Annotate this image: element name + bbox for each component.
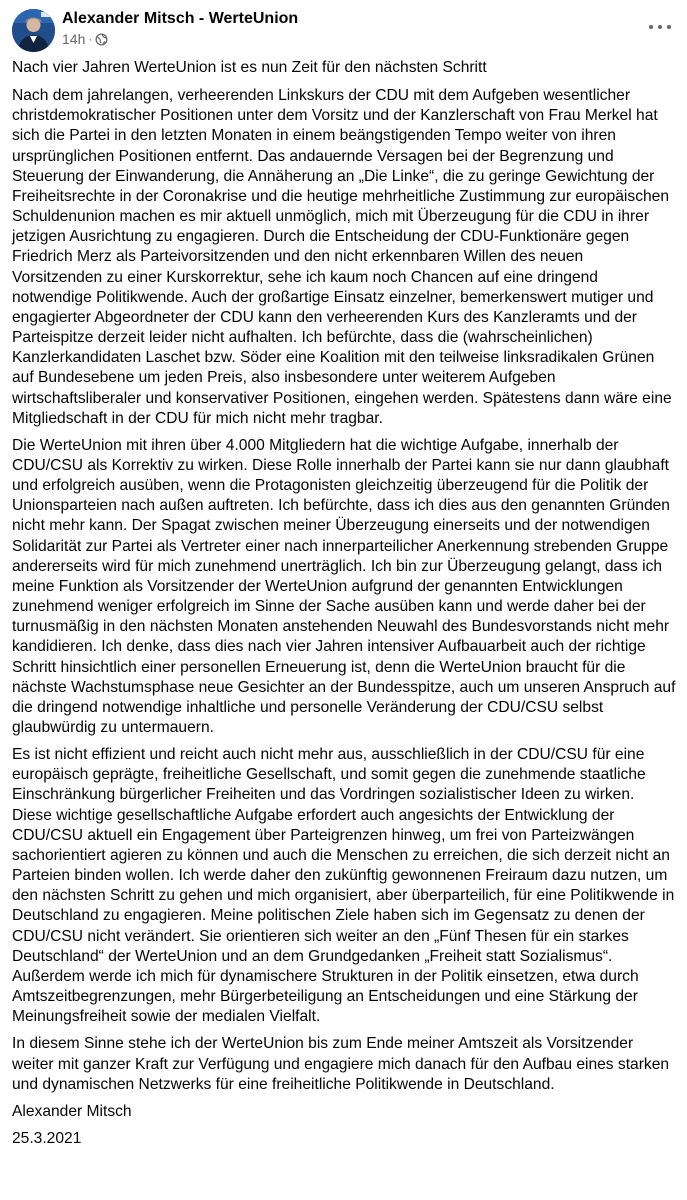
post-paragraph: In diesem Sinne stehe ich der WerteUnion bis zum Ende meiner Amtszeit als Vorsitzender weiter mit ganzer Kraft zur Verfügung und engagiere mich danach für den Aufbau eines starken und dynamischen Netzwerks für eine freiheitliche Politikwende in Deutschland.: [12, 1035, 670, 1093]
post-timestamp[interactable]: 14h: [62, 31, 86, 47]
avatar[interactable]: [12, 9, 55, 52]
meta-separator: ·: [88, 32, 93, 46]
signature-name: Alexander Mitsch: [12, 1102, 132, 1120]
post-meta: [62, 31, 108, 47]
globe-icon: [95, 33, 108, 46]
profile-photo: [12, 9, 55, 52]
more-options-icon[interactable]: [649, 19, 671, 35]
post-paragraph: Die WerteUnion mit ihren über 4.000 Mitgliedern hat die wichtige Aufgabe, innerhalb der CDU/CSU als Korrektiv zu wirken. Diese Rolle innerhalb der Partei kann sie nur dann glaubhaft und erfolgreich ausüben, wenn die Protagonisten gleichzeitig überzeugend für die Politik der Unionsparteien nach außen auftreten. Ich befürchte, dass ich dies aus den genannten Gründen nicht mehr kann. Der Spagat zwischen meiner Überzeugung einerseits und der notwendigen Solidarität zur Partei als Vertreter einer nach innerparteilicher Anerkennung strebenden Gruppe andererseits wird für mich zunehmend unerträglich. Ich bin zur Überzeugung gelangt, dass ich meine Funktion als Vorsitzender der WerteUnion aufgrund der genannten Entwicklungen zunehmend weniger erfolgreich im Sinne der Sache ausüben kann und werde daher bei der turnusmäßig in den nächsten Monaten anstehenden Neuwahl des Bundesvorstands nicht mehr kandidieren. Ich denke, dass dies nach vier Jahren intensiver Aufbauarbeit auch der richtige Schritt hinsichtlich einer personellen Erneuerung ist, denn die WerteUnion braucht für die nächste Wachstumsphase neue Gesichter an der Bundesspitze, auch um unseren Anspruch auf die dringend notwendige inhaltliche und personelle Veränderung der CDU/CSU selbst glaubwürdig zu untermauern.: [12, 436, 676, 736]
signature-date: 25.3.2021: [12, 1130, 82, 1148]
post-paragraph: Nach dem jahrelangen, verheerenden Linkskurs der CDU mit dem Aufgeben wesentlicher christdemokratischer Positionen unter dem Vorsitz und der Kanzlerschaft von Frau Merkel hat sich die Partei in den letzten Monaten in einem beängstigenden Tempo weiter von ihren ursprünglichen Positionen entfernt. Das andauernde Versagen bei der Begrenzung und Steuerung der Einwanderung, die Annäherung an „Die Linke“, die zu geringe Gewichtung der Freiheitsrechte in der Coronakrise und die heutige mehrheitliche Zustimmung zur europäischen Schuldenunion machen es mir aktuell unmöglich, mich mit Überzeugung für die CDU in ihrer jetzigen Ausrichtung zu engagieren. Durch die Entscheidung der CDU-Funktionäre gegen Friedrich Merz als Parteivorsitzenden und den nicht erkennbaren Willen des neuen Vorsitzenden zu einer Kurskorrektur, sehe ich kaum noch Chancen auf eine dringend notwendige Politikwende. Auch der großartige Einsatz einzelner, bemerkenswert mutiger und engagierter Abgeordneter der CDU kann den verheerenden Kurs des Kanzleramts und der Parteispitze derzeit leider nicht aufhalten. Ich befürchte, dass die (wahrscheinlichen) Kanzlerkandidaten Laschet bzw. Söder eine Koalition mit den teilweise linksradikalen Grünen auf Bundesebene um jeden Preis, also insbesondere unter weiterem Aufgeben wirtschaftsliberaler und konservativer Positionen, eingehen werden. Spätestens dann wäre eine Mitgliedschaft in der CDU für mich nicht mehr tragbar.: [12, 87, 672, 427]
post-paragraph: Es ist nicht effizient und reicht auch nicht mehr aus, ausschließlich in der CDU/CSU für eine europäisch geprägte, freiheitliche Gesellschaft, und somit gegen die zunehmende staatliche Einschränkung bürgerlicher Freiheiten und das Vordringen sozialistischer Ideen zu wirken. Diese wichtige gesellschaftliche Aufgabe erfordert auch angesichts der Entwicklung der CDU/CSU aktuell ein Engagement über Parteigrenzen hinweg, um frei von Parteizwängen sachorientiert agieren zu können und auch die Menschen zu erreichen, die sich derzeit nicht an Parteien binden wollen. Ich werde daher den zukünftig gewonnenen Freiraum dazu nutzen, um den nächsten Schritt zu gehen und mich organisiert, aber überparteilich, für eine Politikwende in Deutschland zu engagieren. Meine politischen Ziele haben sich im Gegensatz zu denen der CDU/CSU nicht verändert. Sie orientieren sich weiter an den „Fünf Thesen für ein starkes Deutschland“ der WerteUnion und an dem Grundgedanken „Freiheit statt Sozialismus“. Außerdem werde ich mich für dynamischere Strukturen in der Politik einsetzen, etwa durch Amtszeitbegrenzungen, mehr Bürgerbeteiligung an Entscheidungen und eine Stärkung der Meinungsfreiheit sowie der medialen Vielfalt.: [12, 746, 675, 1026]
post-body: [12, 58, 677, 1157]
author-name[interactable]: Alexander Mitsch - WerteUnion: [62, 10, 299, 27]
post-header: [12, 9, 675, 53]
post-title: Nach vier Jahren WerteUnion ist es nun Zeit für den nächsten Schritt: [12, 59, 487, 76]
